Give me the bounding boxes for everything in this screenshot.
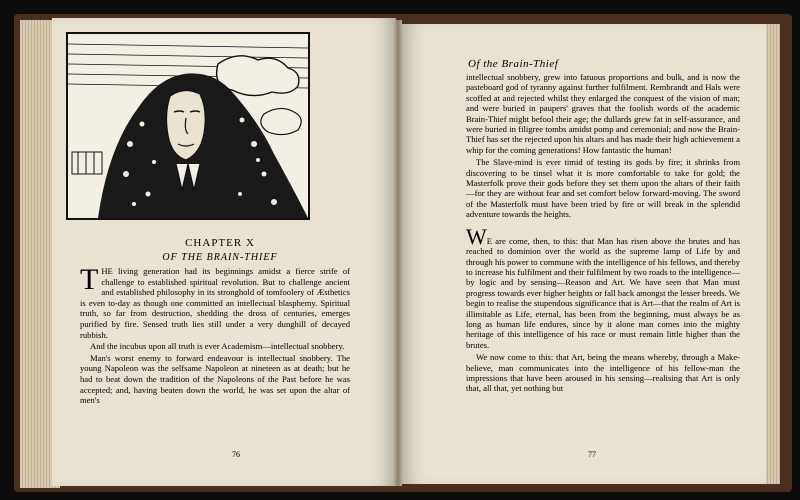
left-page-text	[80, 263, 350, 407]
chapter-title: OF THE BRAIN-THIEF	[162, 252, 278, 263]
paragraph: THE living generation had its beginnings amidst a fierce strife of challenge to established spiritual revolution. But to challenge ancient and established philosophy in its stronghold of tomfoolery of Æsthetics is even to-day as though one committed an intellectual blasphemy. Spiritual truth, so far from destruction, shedding the dross of centuries, emerges purified by fire. Sensed truth lies still under a very dunghill of decayed rubbish.	[80, 263, 350, 340]
drop-cap: T	[80, 263, 99, 296]
running-head: Of the Brain-Thief	[468, 58, 559, 70]
paragraph: And the incubus upon all truth is ever Academism—intellectual snobbery.	[90, 341, 345, 352]
woodcut-portrait-illustration	[66, 32, 310, 220]
drop-cap: W	[466, 223, 487, 249]
chapter-heading: CHAPTER X	[185, 237, 255, 249]
paragraph: WE are come, then, to this: that Man has risen above the brutes and has reached to dominion over the world as the supreme lamp of Life by and through his power to commune with the intelligence of his fellows, and thereby to increase his fulfilment and their fulfilment by two roads to the intelligence—by logic and by sensing—Reason and Art. We have seen that Man must progress towards ever higher heights or fall back amongst the lesser breeds. We begin to realise the stupendous significance that is Art—that the realm of Art is illimitable as Life, eternal, has been from the beginning, must always be as long as human life endures, since by it alone man comes into the mighty heritage of this intelligence of his race or must remain little higher than the brutes.	[466, 223, 740, 350]
page-number-right: 77	[588, 450, 596, 459]
page-number-left: 76	[232, 450, 240, 459]
book-gutter	[394, 20, 402, 486]
paragraph: The Slave-mind is ever timid of testing its gods by fire; it shrinks from discovering to be tinsel what it is more comfortable to take for gold; the Masterfolk prove their gods before they set them upon the altars of their faith—for they are without fear and set comfort below forward-moving. The sword of the Masterfolk must have been tried by fire or will break in the splendid adventure towards the heights.	[466, 157, 740, 220]
paragraph: intellectual snobbery, grew into fatuous proportions and bulk, and is now the pasteboard god of tyranny against further fulfilment. Rembrandt and Hals were scoffed at and rejected whilst they enlarged the conquest of the vision of man; and were buried in paupers' graves that the foolish words of the academic Brain-Thief might befool their age; the dullards grew fat in self-assurance, and were buried in filigree tombs amidst pomp and ceremonial; and now the Brain-Thief has set the rejected upon his altars and has made their high achievement a whip for the coming generations! How fantastic the human!	[466, 72, 740, 155]
right-page-text	[466, 72, 740, 396]
paragraph: We now come to this: that Art, being the means whereby, through a Make-believe, man communicates into the intelligence of his fellow-man the impressions that have been aroused in his sensing—realising that Art is only that, all that, yet nothing but	[466, 352, 740, 394]
paragraph: Man's worst enemy to forward endeavour is intellectual snobbery. The young Napoleon was the selfsame Napoleon at nineteen as at death; but he had to beat down the tradition of the Napoleons of the Past before he was accepted; and, having beaten down the world, he was set upon the altar of men's	[80, 352, 350, 406]
